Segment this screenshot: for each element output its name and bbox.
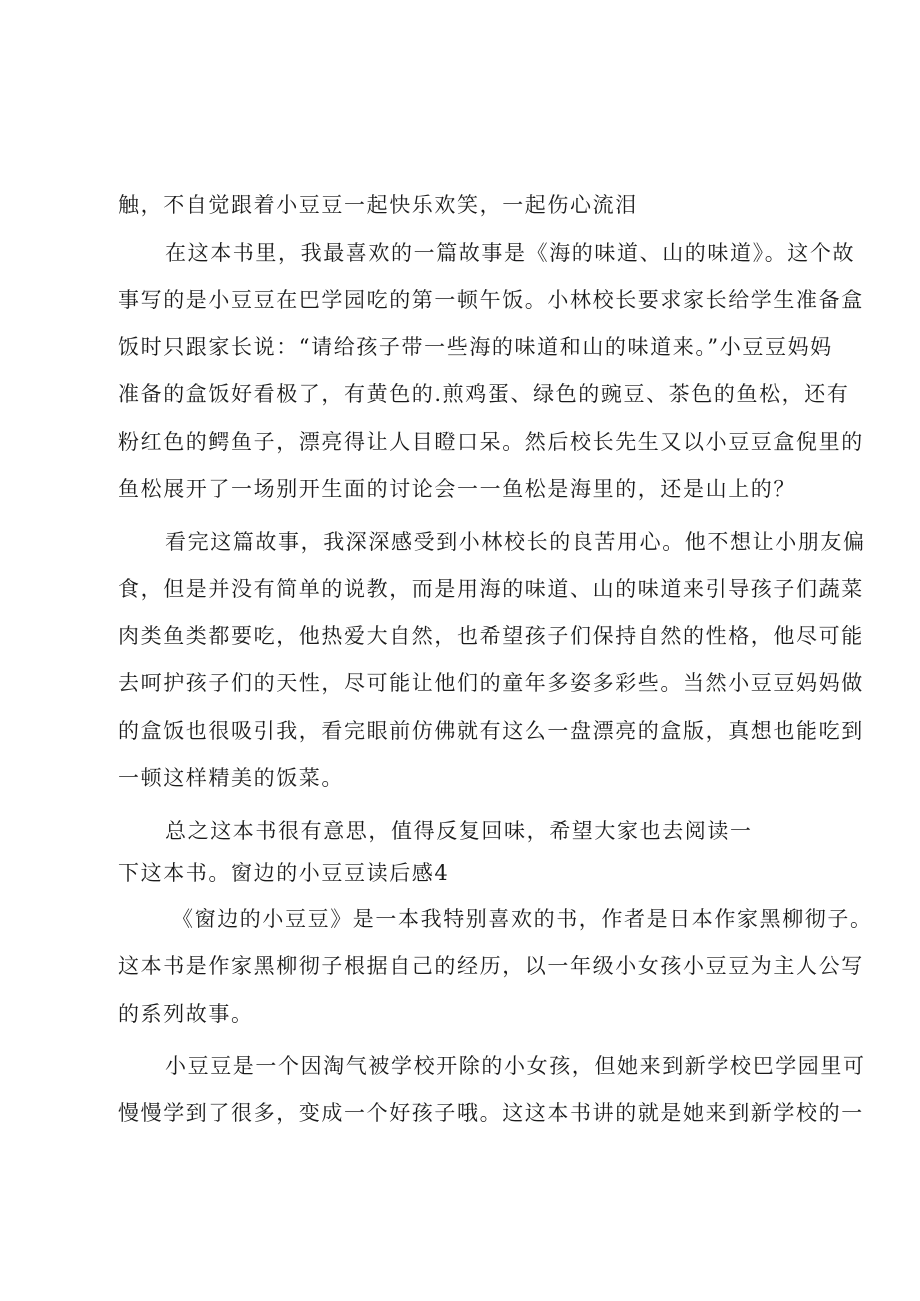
text-line: 食，但是并没有简单的说教，而是用海的味道、山的味道来引导孩子们蔬菜 — [118, 577, 864, 601]
text-line: 事写的是小豆豆在巴学园吃的第一顿午饭。小林校长要求家长给学生准备盒 — [118, 288, 864, 312]
text-line: 去呵护孩子们的天性，尽可能让他们的童年多姿多彩些。当然小豆豆妈妈做 — [118, 671, 864, 695]
text-line: 《窗边的小豆豆》是一本我特别喜欢的书，作者是日本作家黑柳彻子。 — [172, 907, 873, 931]
text-line: 的盒饭也很吸引我，看完眼前仿佛就有这么一盘漂亮的盒版，真想也能吃到 — [118, 719, 864, 743]
text-line: 看完这篇故事，我深深感受到小林校长的良苦用心。他不想让小朋友偏 — [165, 530, 866, 554]
text-line: 肉类鱼类都要吃，他热爱大自然，也希望孩子们保持自然的性格，他尽可能 — [118, 624, 864, 648]
text-line: 准备的盒饭好看极了，有黄色的.煎鸡蛋、绿色的豌豆、茶色的鱼松，还有 — [118, 382, 850, 406]
text-line: 鱼松展开了一场别开生面的讨论会一一鱼松是海里的，还是山上的？ — [118, 477, 796, 501]
text-line: 这本书是作家黑柳彻子根据自己的经历，以一年级小女孩小豆豆为主人公写 — [118, 954, 864, 978]
text-line: 一顿这样精美的饭菜。 — [118, 766, 344, 790]
text-line: 粉红色的鳄鱼子，漂亮得让人目瞪口呆。然后校长先生又以小豆豆盒倪里的 — [118, 430, 864, 454]
text-line: 下这本书。窗边的小豆豆读后感4 — [118, 861, 450, 885]
text-line: 的系列故事。 — [118, 1002, 254, 1026]
text-line: 饭时只跟家长说：“请给孩子带一些海的味道和山的味道来。”小豆豆妈妈 — [118, 335, 833, 359]
text-line: 触，不自觉跟着小豆豆一起快乐欢笑，一起伤心流泪 — [118, 193, 638, 217]
text-line: 在这本书里，我最喜欢的一篇故事是《海的味道、山的味道》。这个故 — [165, 241, 856, 265]
text-line: 慢慢学到了很多，变成一个好孩子哦。这这本书讲的就是她来到新学校的一 — [118, 1101, 864, 1125]
text-line: 总之这本书很有意思，值得反复回味，希望大家也去阅读一 — [165, 819, 753, 843]
text-line: 小豆豆是一个因淘气被学校开除的小女孩，但她来到新学校巴学园里可 — [165, 1054, 866, 1078]
